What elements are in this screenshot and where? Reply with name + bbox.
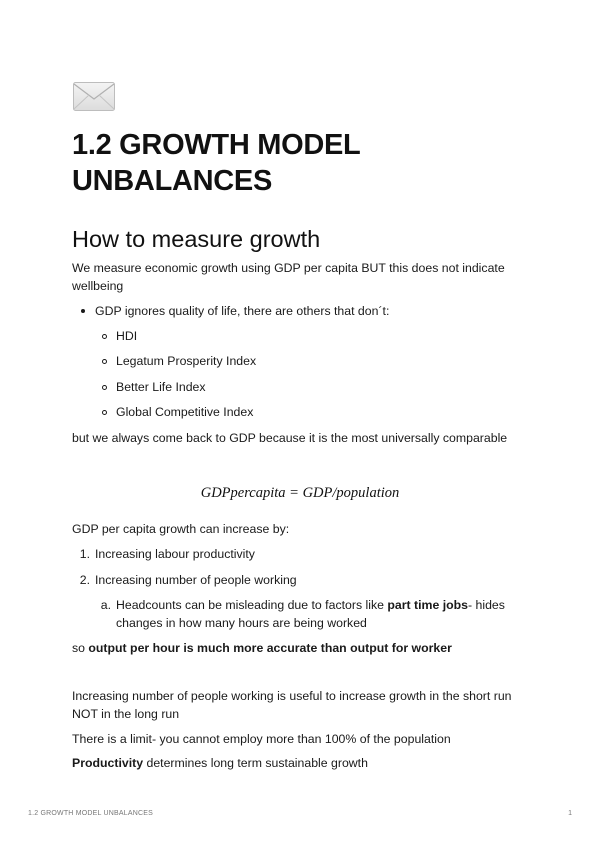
list-letter: a.: [100, 598, 111, 612]
sub-bullet-circle: [102, 410, 107, 415]
bullet-dot: [81, 309, 85, 313]
sub-bullet-item: HDI: [116, 329, 138, 343]
lettered-item: [116, 596, 536, 632]
footer-title: 1.2 GROWTH MODEL UNBALANCES: [28, 810, 153, 817]
lettered-text: Headcounts can be misleading due to factors like: [116, 598, 388, 612]
so-line: [72, 639, 452, 657]
envelope-icon: [73, 82, 115, 111]
sub-bullet-circle: [102, 385, 107, 390]
section-heading: How to measure growth: [72, 226, 321, 252]
bullet-item: GDP ignores quality of life, there are others that don´t:: [95, 304, 390, 318]
list-number: 1.: [79, 547, 90, 561]
sub-bullet-circle: [102, 359, 107, 364]
comparable-note: but we always come back to GDP because it is the most universally comparable: [72, 431, 508, 445]
short-run-paragraph: Increasing number of people working is useful to increase growth in the short run NOT in the long run: [72, 689, 512, 721]
sub-bullet-item: Legatum Prosperity Index: [116, 354, 257, 368]
page-title: 1.2 GROWTH MODEL UNBALANCES: [72, 129, 360, 197]
sub-bullet-item: Better Life Index: [116, 380, 206, 394]
so-bold: output per hour is much more accurate than output for worker: [88, 641, 452, 655]
limit-paragraph: There is a limit- you cannot employ more than 100% of the population: [72, 732, 451, 746]
list-number: 2.: [79, 573, 90, 587]
numbered-item: Increasing labour productivity: [95, 547, 255, 561]
productivity-rest: determines long term sustainable growth: [143, 756, 368, 770]
page-number: 1: [568, 810, 572, 817]
so-prefix: so: [72, 641, 89, 655]
productivity-paragraph: [72, 754, 368, 772]
sub-bullet-circle: [102, 334, 107, 339]
sub-bullet-item: Global Competitive Index: [116, 405, 254, 419]
numbered-item: Increasing number of people working: [95, 573, 297, 587]
intro-paragraph: We measure economic growth using GDP per capita BUT this does not indicate wellbeing: [72, 261, 505, 293]
formula: GDPpercapita = GDP/population: [200, 485, 400, 501]
growth-intro: GDP per capita growth can increase by:: [72, 522, 290, 536]
lettered-text-after: - hides changes in how many hours are being worked: [116, 598, 505, 630]
productivity-bold: Productivity: [72, 756, 144, 770]
lettered-bold: part time jobs: [387, 598, 469, 612]
